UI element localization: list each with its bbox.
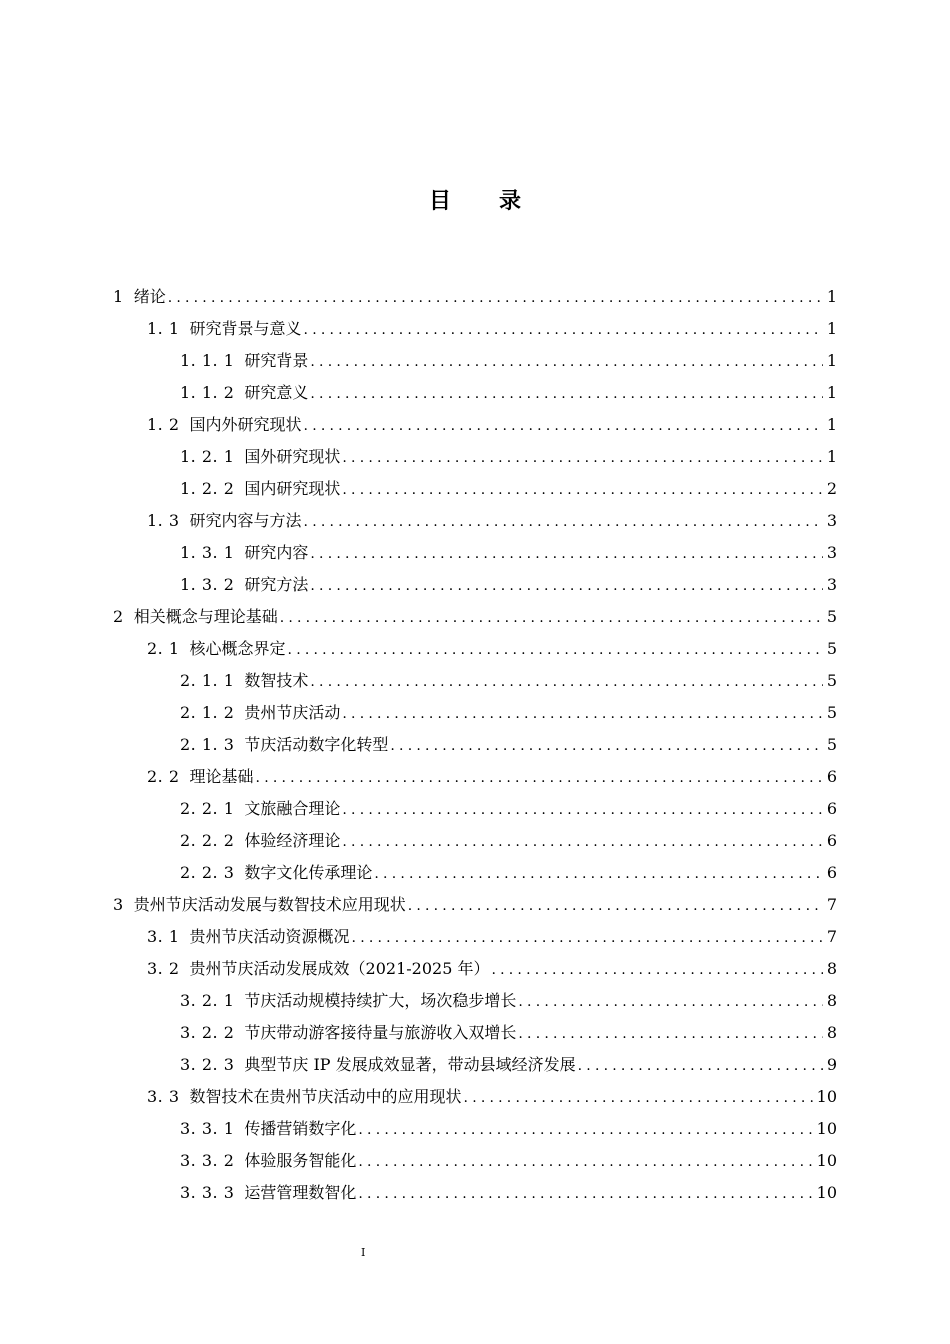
toc-entry-page: 10 [816,1119,837,1138]
toc-entry-number: 1. 3. 1 [180,543,235,562]
toc-entry-number: 3. 3. 1 [180,1119,235,1138]
toc-entry-label: 体验服务智能化 [244,1151,357,1170]
toc-entry[interactable] [113,281,837,313]
toc-entry[interactable] [113,377,837,409]
toc-entry-number: 1. 1. 2 [180,383,235,402]
toc-entry[interactable] [113,313,837,345]
toc-entry-label: 理论基础 [189,767,254,786]
toc-entry[interactable] [113,697,837,729]
toc-entry[interactable] [113,409,837,441]
toc-entry-label: 传播营销数字化 [244,1119,357,1138]
toc-entry-number: 1. 2 [147,415,180,434]
toc-entry-label: 数智技术在贵州节庆活动中的应用现状 [189,1087,462,1106]
toc-entry[interactable] [113,953,837,985]
toc-entry-label: 运营管理数智化 [244,1183,357,1202]
toc-entry-page: 9 [826,1055,837,1074]
toc-entry-page: 8 [826,1023,837,1042]
toc-entry-label: 研究意义 [244,383,309,402]
toc-entry[interactable] [113,569,837,601]
toc-entry-number: 1. 3. 2 [180,575,235,594]
toc-entry-number: 2. 2. 2 [180,831,235,850]
toc-entry-number: 3. 2 [147,959,180,978]
toc-entry-page: 1 [826,287,837,306]
toc-dot-leader [310,538,822,569]
toc-dot-leader [464,1082,813,1113]
toc-dot-leader [310,378,822,409]
title-char-2: 录 [499,189,522,214]
toc-entry-label: 体验经济理论 [244,831,341,850]
toc-dot-leader [288,634,823,665]
toc-entry[interactable] [113,889,837,921]
toc-dot-leader [256,762,823,793]
toc-dot-leader [358,1178,812,1209]
toc-entry-page: 10 [816,1151,837,1170]
toc-dot-leader [491,954,822,985]
toc-entry[interactable] [113,921,837,953]
toc-entry-label: 典型节庆 IP 发展成效显著，带动县域经济发展 [244,1055,576,1074]
toc-entry[interactable] [113,1145,837,1177]
toc-dot-leader [518,1018,822,1049]
footer-page-number: I [361,1246,366,1259]
toc-entry-page: 6 [826,863,837,882]
toc-entry-number: 2. 1. 3 [180,735,235,754]
toc-entry-page: 5 [826,639,837,658]
toc-entry-number: 3. 2. 3 [180,1055,235,1074]
toc-entry-label: 节庆活动数字化转型 [244,735,389,754]
toc-dot-leader [280,602,823,633]
toc-entry[interactable] [113,537,837,569]
toc-dot-leader [518,986,822,1017]
toc-entry-page: 5 [826,671,837,690]
toc-entry-number: 3. 3. 3 [180,1183,235,1202]
toc-entry-number: 3. 3. 2 [180,1151,235,1170]
toc-dot-leader [342,826,822,857]
toc-entry-number: 3. 3 [147,1087,180,1106]
toc-entry-page: 6 [826,767,837,786]
toc-dot-leader [304,410,823,441]
toc-entry-page: 2 [826,479,837,498]
toc-entry-page: 1 [826,415,837,434]
toc-entry-label: 贵州节庆活动资源概况 [189,927,350,946]
page-title [0,184,950,215]
toc-entry-number: 1. 2. 2 [180,479,235,498]
toc-entry[interactable] [113,441,837,473]
toc-entry-label: 核心概念界定 [189,639,286,658]
toc-entry-number: 3. 2. 2 [180,1023,235,1042]
toc-entry[interactable] [113,1049,837,1081]
toc-entry[interactable] [113,729,837,761]
toc-entry-label: 绪论 [133,287,166,306]
toc-dot-leader [352,922,823,953]
toc-dot-leader [342,698,822,729]
toc-entry-label: 国外研究现状 [244,447,341,466]
toc-entry[interactable] [113,345,837,377]
toc-dot-leader [358,1114,812,1145]
toc-entry[interactable] [113,1017,837,1049]
toc-entry-number: 1. 3 [147,511,180,530]
toc-entry-label: 贵州节庆活动发展与数智技术应用现状 [133,895,406,914]
toc-entry-label: 研究背景与意义 [189,319,302,338]
toc-entry[interactable] [113,633,837,665]
toc-entry-page: 7 [826,895,837,914]
toc-entry-number: 2 [113,607,124,626]
toc-entry-number: 1. 1. 1 [180,351,235,370]
toc-dot-leader [342,442,822,473]
toc-entry-page: 3 [826,575,837,594]
toc-entry[interactable] [113,473,837,505]
toc-dot-leader [408,890,823,921]
toc-dot-leader [358,1146,812,1177]
toc-entry-page: 5 [826,735,837,754]
toc-entry-number: 2. 1 [147,639,180,658]
toc-entry-label: 贵州节庆活动 [244,703,341,722]
toc-entry[interactable] [113,793,837,825]
toc-entry-number: 2. 2 [147,767,180,786]
toc-entry-page: 10 [816,1087,837,1106]
toc-entry-page: 6 [826,799,837,818]
toc-entry-label: 节庆活动规模持续扩大，场次稳步增长 [244,991,517,1010]
toc-entry-number: 3 [113,895,124,914]
toc-dot-leader [390,730,822,761]
toc-entry[interactable] [113,985,837,1017]
toc-entry-page: 7 [826,927,837,946]
toc-dot-leader [304,314,823,345]
toc-entry-page: 1 [826,383,837,402]
toc-entry-label: 研究方法 [244,575,309,594]
toc-entry[interactable] [113,1177,837,1209]
toc-entry[interactable] [113,601,837,633]
toc-entry-number: 1 [113,287,124,306]
toc-dot-leader [310,570,822,601]
toc-entry-number: 1. 2. 1 [180,447,235,466]
toc-entry-label: 贵州节庆活动发展成效（2021-2025 年） [189,959,490,978]
toc-entry-label: 国内研究现状 [244,479,341,498]
toc-entry-label: 数字文化传承理论 [244,863,373,882]
toc-entry-number: 2. 2. 3 [180,863,235,882]
toc-entry[interactable] [113,1081,837,1113]
toc-entry[interactable] [113,505,837,537]
table-of-contents [113,281,837,1209]
toc-entry-page: 10 [816,1183,837,1202]
toc-entry-page: 8 [826,959,837,978]
toc-entry-page: 1 [826,447,837,466]
toc-dot-leader [578,1050,823,1081]
toc-entry-label: 研究内容与方法 [189,511,302,530]
toc-entry-page: 1 [826,351,837,370]
toc-entry-number: 3. 1 [147,927,180,946]
toc-entry-page: 3 [826,543,837,562]
toc-entry-label: 节庆带动游客接待量与旅游收入双增长 [244,1023,517,1042]
toc-entry-page: 5 [826,703,837,722]
toc-entry-page: 1 [826,319,837,338]
toc-entry-page: 6 [826,831,837,850]
toc-entry-number: 2. 2. 1 [180,799,235,818]
toc-dot-leader [168,282,823,313]
toc-entry-label: 国内外研究现状 [189,415,302,434]
toc-entry-page: 3 [826,511,837,530]
toc-entry-label: 数智技术 [244,671,309,690]
toc-dot-leader [374,858,822,889]
toc-dot-leader [342,474,822,505]
toc-dot-leader [310,666,822,697]
toc-entry-label: 相关概念与理论基础 [133,607,278,626]
toc-entry-page: 8 [826,991,837,1010]
toc-entry-label: 文旅融合理论 [244,799,341,818]
toc-entry-number: 2. 1. 1 [180,671,235,690]
toc-entry[interactable] [113,825,837,857]
toc-entry-number: 2. 1. 2 [180,703,235,722]
toc-entry-number: 1. 1 [147,319,180,338]
toc-entry[interactable] [113,1113,837,1145]
toc-entry-label: 研究背景 [244,351,309,370]
toc-entry[interactable] [113,857,837,889]
title-char-1: 目 [428,189,451,214]
toc-entry[interactable] [113,761,837,793]
toc-entry-label: 研究内容 [244,543,309,562]
toc-entry-page: 5 [826,607,837,626]
toc-dot-leader [310,346,822,377]
toc-entry[interactable] [113,665,837,697]
toc-dot-leader [342,794,822,825]
toc-entry-number: 3. 2. 1 [180,991,235,1010]
toc-dot-leader [304,506,823,537]
